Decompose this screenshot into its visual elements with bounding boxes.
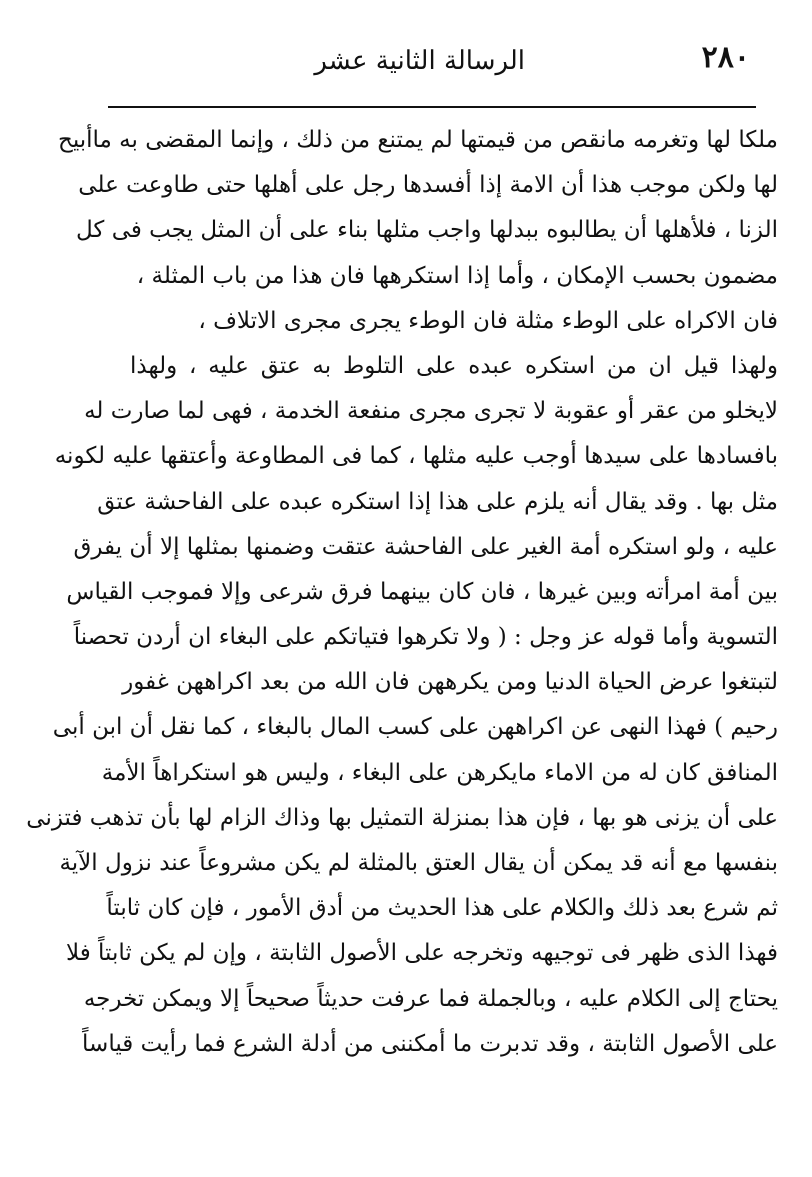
text-line: بنفسها مع أنه قد يمكن أن يقال العتق بالمثلة لم يكن مشروعاً عند نزول الآية: [59, 850, 778, 876]
text-line: ثم شرع بعد ذلك والكلام على هذا الحديث من أدق الأمور ، فإن كان ثابتاً: [106, 895, 778, 922]
text-line: لايخلو من عقر أو عقوبة لا تجرى مجرى منفعة الخدمة ، فهى لما صارت له: [84, 398, 778, 425]
header-rule: [108, 106, 756, 108]
text-line: بين أمة امرأته وبين غيرها ، فان كان بينهما فرق شرعى وإلا فموجب القياس: [66, 578, 778, 605]
text-line: ملكا لها وتغرمه مانقص من قيمتها لم يمتنع من ذلك ، وإنما المقضى به ماأبيح: [57, 127, 778, 153]
text-line: الزنا ، فلأهلها أن يطالبوه ببدلها واجب مثلها بناء على أن المثل يجب فى كل: [76, 217, 778, 244]
text-line: المنافق كان له من الاماء مايكرهن على البغاء ، وليس هو استكراهاً الأمة: [101, 759, 778, 786]
text-line: لتبتغوا عرض الحياة الدنيا ومن يكرههن فان الله من بعد اكراههن غفور: [122, 669, 778, 696]
text-line: مثل بها . وقد يقال أنه يلزم على هذا إذا استكره عبده على الفاحشة عتق: [97, 488, 778, 515]
page-header: [110, 40, 750, 90]
text-line: على الأصول الثابتة ، وقد تدبرت ما أمكننى من أدلة الشرع فما رأيت قياساً: [82, 1030, 778, 1057]
text-line: على أن يزنى هو بها ، فإن هذا بمنزلة التمثيل بها وذاك الزام لها بأن تذهب فتزنى: [26, 804, 778, 831]
text-line: التسوية وأما قوله عز وجل : ( ولا تكرهوا فتياتكم على البغاء ان أردن تحصناً: [73, 624, 778, 651]
text-line: ولهذا قيل ان من استكره عبده على التلوط به عتق عليه ، ولهذا: [130, 352, 778, 379]
text-line: فهذا الذى ظهر فى توجيهه وتخرجه على الأصول الثابتة ، وإن لم يكن ثابتاً فلا: [66, 940, 778, 967]
text-line: بافسادها على سيدها أوجب عليه مثلها ، كما فى المطاوعة وأعتقها عليه لكونه: [54, 443, 778, 470]
text-line: يحتاج إلى الكلام عليه ، وبالجملة فما عرفت حديثاً صحيحاً إلا ويمكن تخرجه: [83, 985, 778, 1012]
text-line: مضمون بحسب الإمكان ، وأما إذا استكرهها فان هذا من باب المثلة ،: [136, 262, 778, 289]
page-number: ٢٨٠: [701, 40, 750, 75]
body-text: [26, 118, 778, 1067]
text-line: لها ولكن موجب هذا أن الامة إذا أفسدها رجل على أهلها حتى طاوعت على: [78, 172, 778, 199]
running-title: الرسالة الثانية عشر: [314, 46, 525, 76]
text-line: فان الاكراه على الوطء مثلة فان الوطء يجرى مجرى الاتلاف ،: [198, 307, 778, 334]
text-line: رحيم ) فهذا النهى عن اكراههن على كسب المال بالبغاء ، كما نقل أن ابن أبى: [52, 714, 778, 741]
text-line: عليه ، ولو استكره أمة الغير على الفاحشة عتقت وضمنها بمثلها إلا أن يفرق: [73, 533, 778, 560]
